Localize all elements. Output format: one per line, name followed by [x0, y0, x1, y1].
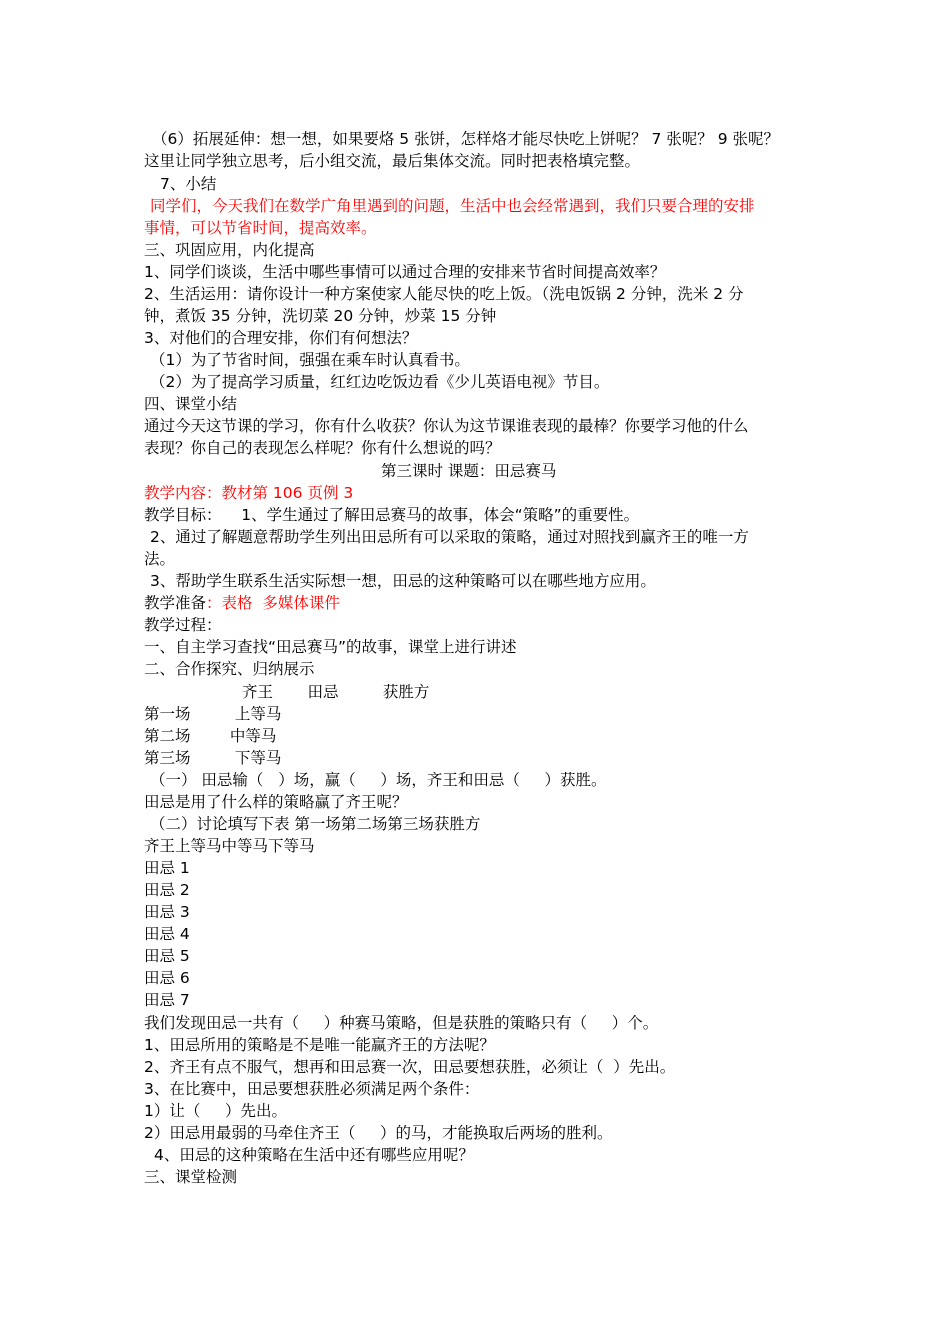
class-summary-line-1: 通过今天这节课的学习，你有什么收获？你认为这节课谁表现的最棒？你要学习他的什么	[144, 417, 749, 435]
summary-heading: 7、小结	[160, 175, 217, 193]
process-step-1: 一、自主学习查找“田忌赛马”的故事，课堂上进行讲述	[144, 638, 517, 656]
discussion-table-row: 田忌 2	[144, 881, 190, 899]
strategy-question: 田忌是用了什么样的策略赢了齐王呢？	[144, 793, 408, 811]
consolidate-item-2-line-1: 2、生活运用：请你设计一种方案使家人能尽快的吃上饭。（洗电饭锅 2 分钟，洗米 2 分	[144, 285, 744, 303]
extension-question-line: （6）拓展延伸：想一想，如果要烙 5 张饼，怎样烙才能尽快吃上饼呢？ 7 张呢？ 9 张呢？	[152, 130, 780, 148]
teaching-goal-1: 教学目标： 1、学生通过了解田忌赛马的故事，体会“策略”的重要性。	[144, 506, 640, 524]
teaching-content: 教学内容：教材第 106 页例 3	[144, 484, 354, 502]
condition-1: 1）让（ ）先出。	[144, 1102, 287, 1120]
lesson-title: 第三课时 课题：田忌赛马	[381, 462, 557, 480]
discussion-table-row: 田忌 5	[144, 947, 190, 965]
consolidate-item-2-line-2: 钟，煮饭 35 分钟，洗切菜 20 分钟，炒菜 15 分钟	[144, 307, 497, 325]
consolidate-item-1: 1、同学们谈谈，生活中哪些事情可以通过合理的安排来节省时间提高效率？	[144, 263, 666, 281]
section-heading-consolidate: 三、巩固应用，内化提高	[144, 241, 315, 259]
question-4: 4、田忌的这种策略在生活中还有哪些应用呢？	[154, 1146, 474, 1164]
race-table-row-2: 第二场 中等马	[144, 727, 277, 745]
race-table-header: 齐王 田忌 获胜方	[242, 683, 430, 701]
question-1: 1、田忌所用的策略是不是唯一能赢齐王的方法呢？	[144, 1036, 495, 1054]
discussion-table-row: 田忌 3	[144, 903, 190, 921]
class-summary-line-2: 表现？你自己的表现怎么样呢？你有什么想说的吗？	[144, 439, 501, 457]
summary-text-line-1: 同学们，今天我们在数学广角里遇到的问题，生活中也会经常遇到，我们只要合理的安排	[150, 197, 755, 215]
discussion-heading: （二）讨论填写下表 第一场第二场第三场获胜方	[150, 815, 481, 833]
question-2: 2、齐王有点不服气，想再和田忌赛一次，田忌要想获胜，必须让（ ）先出。	[144, 1058, 676, 1076]
teaching-goal-2-line-1: 2、通过了解题意帮助学生列出田忌所有可以采取的策略，通过对照找到赢齐王的唯一方	[150, 528, 749, 546]
discussion-table-row: 田忌 6	[144, 969, 190, 987]
consolidate-sub-item-2: （2）为了提高学习质量，红红边吃饭边看《少儿英语电视》节目。	[150, 373, 610, 391]
summary-text-line-2: 事情，可以节省时间，提高效率。	[144, 219, 377, 237]
section-heading-class-test: 三、课堂检测	[144, 1168, 238, 1186]
race-table-row-3: 第三场 下等马	[144, 749, 282, 767]
discussion-table-row: 田忌 4	[144, 925, 190, 943]
consolidate-item-3: 3、对他们的合理安排，你们有何想法？	[144, 329, 418, 347]
process-step-2: 二、合作探究、归纳展示	[144, 660, 315, 678]
preparation-label: 教学准备	[144, 594, 207, 612]
condition-2: 2）田忌用最弱的马牵住齐王（ ）的马，才能换取后两场的胜利。	[144, 1124, 613, 1142]
discussion-table-row: 田忌 1	[144, 859, 190, 877]
consolidate-sub-item-1: （1）为了节省时间，强强在乘车时认真看书。	[150, 351, 470, 369]
teaching-goal-3: 3、帮助学生联系生活实际想一想，田忌的这种策略可以在哪些地方应用。	[150, 572, 656, 590]
fill-blank-result: （一） 田忌输（ ）场，赢（ ）场，齐王和田忌（ ）获胜。	[150, 771, 607, 789]
discussion-table-king-row: 齐王上等马中等马下等马	[144, 837, 315, 855]
section-heading-class-summary: 四、课堂小结	[144, 395, 238, 413]
preparation-items: ：表格 多媒体课件	[206, 594, 340, 612]
teaching-preparation	[144, 592, 814, 614]
extension-instruction-line: 这里让同学独立思考，后小组交流，最后集体交流。同时把表格填完整。	[144, 152, 641, 170]
teaching-goal-2-line-2: 法。	[144, 550, 176, 568]
strategy-count-question: 我们发现田忌一共有（ ）种赛马策略，但是获胜的策略只有（ ）个。	[144, 1014, 659, 1032]
teaching-process-heading: 教学过程：	[144, 616, 222, 634]
question-3: 3、在比赛中，田忌要想获胜必须满足两个条件：	[144, 1080, 480, 1098]
discussion-table-row: 田忌 7	[144, 991, 190, 1009]
race-table-row-1: 第一场 上等马	[144, 705, 282, 723]
